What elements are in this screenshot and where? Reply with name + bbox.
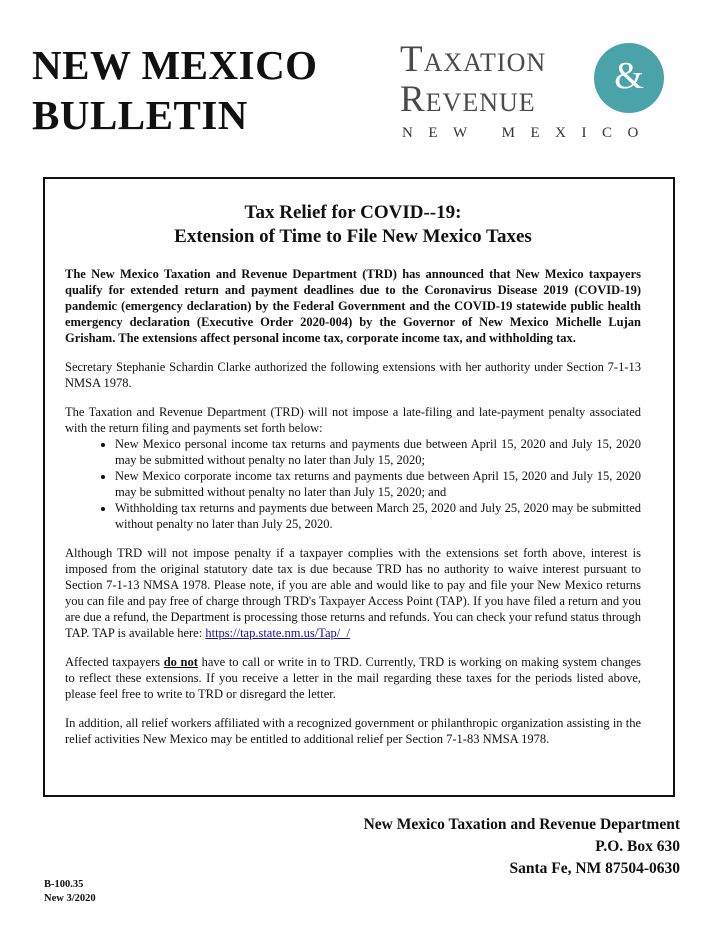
list-item: • New Mexico corporate income tax returns and payments due between April 15, 2020 and July 15, 2020 may be submitted without penalty no later than July 15, 2020; and [115,468,641,500]
form-number [44,878,96,906]
interest-paragraph [65,545,641,641]
bulletin-title-line1: Tax Relief for COVID--19: [244,202,462,223]
extension-list [65,436,641,532]
bulletin-title [65,201,641,249]
logo-subtitle: NEW MEXICO [402,125,654,141]
interest-text: Although TRD will not impose penalty if a taxpayer complies with the extensions set forth above, interest is imposed from the original statutory date tax is due because TRD has no authority to waive interest pursuant to Section 7-1-13 NMSA 1978. Please note, if you are able and would like to pay and file your New Mexico returns you can file and pay free of charge through TRD's Taxpayer Access Point (TAP). If you have filed a return and you are due a refund, the Department is processing those returns and refunds. You can check your refund status through TAP. TAP is available here: [65,546,641,640]
affected-emphasis: do not [163,655,198,669]
department-address [364,814,680,880]
affected-paragraph [65,654,641,702]
address-po-box: P.O. Box 630 [595,838,680,855]
address-city: Santa Fe, NM 87504-0630 [509,860,680,877]
relief-paragraph: In addition, all relief workers affiliated with a recognized government or philanthropic organization assisting in the relief activities New Mexico may be entitled to additional relief per Section 7-1-83 NMSA 1978. [65,716,641,746]
list-item: • Withholding tax returns and payments due between March 25, 2020 and July 25, 2020 may be submitted without penalty no later than July 25, 2020. [115,500,641,532]
header-title-line1: NEW MEXICO [32,42,318,88]
logo-ampersand-circle: & [594,43,664,113]
bulletin-header-title [32,40,362,140]
affected-text-after: have to call or write in to TRD. Currently, TRD is working on making system changes to reflect these extensions. If you receive a letter in the mail regarding these taxes for the periods listed above, please feel free to write to TRD or disregard the letter. [65,655,642,701]
bulletin-title-line2: Extension of Time to File New Mexico Taxes [174,226,532,247]
logo-line-taxation: Taxation [400,39,547,80]
address-department: New Mexico Taxation and Revenue Department [363,816,680,833]
list-item: • New Mexico personal income tax returns and payments due between April 15, 2020 and July 15, 2020 may be submitted without penalty no later than July 15, 2020; [115,436,641,468]
affected-text-before: Affected taxpayers [65,655,161,669]
trd-logo [398,38,688,148]
form-revision: New 3/2020 [44,893,96,904]
tap-link[interactable]: https://tap.state.nm.us/Tap/_/ [205,626,350,640]
form-number-code: B-100.35 [44,879,84,890]
intro-paragraph: The New Mexico Taxation and Revenue Department (TRD) has announced that New Mexico taxpayers qualify for extended return and payment deadlines due to the Coronavirus Disease 2019 (COVID-19) pandemic (emergency declaration) by the Federal Government and the COVID-19 statewide public health emergency declaration (Executive Order 2020-004) by the Governor of New Mexico Michelle Lujan Grisham. The extensions affect personal income tax, corporate income tax, and withholding tax. [65,267,641,345]
penalty-paragraph: The Taxation and Revenue Department (TRD) will not impose a late-filing and late-payment penalty associated with the return filing and payments set forth below: [65,405,641,435]
logo-line-revenue: Revenue [400,79,536,120]
bulletin-content-box [43,177,675,797]
header-title-line2: BULLETIN [32,92,248,138]
secretary-paragraph: Secretary Stephanie Schardin Clarke authorized the following extensions with her authority under Section 7-1-13 NMSA 1978. [65,360,641,390]
